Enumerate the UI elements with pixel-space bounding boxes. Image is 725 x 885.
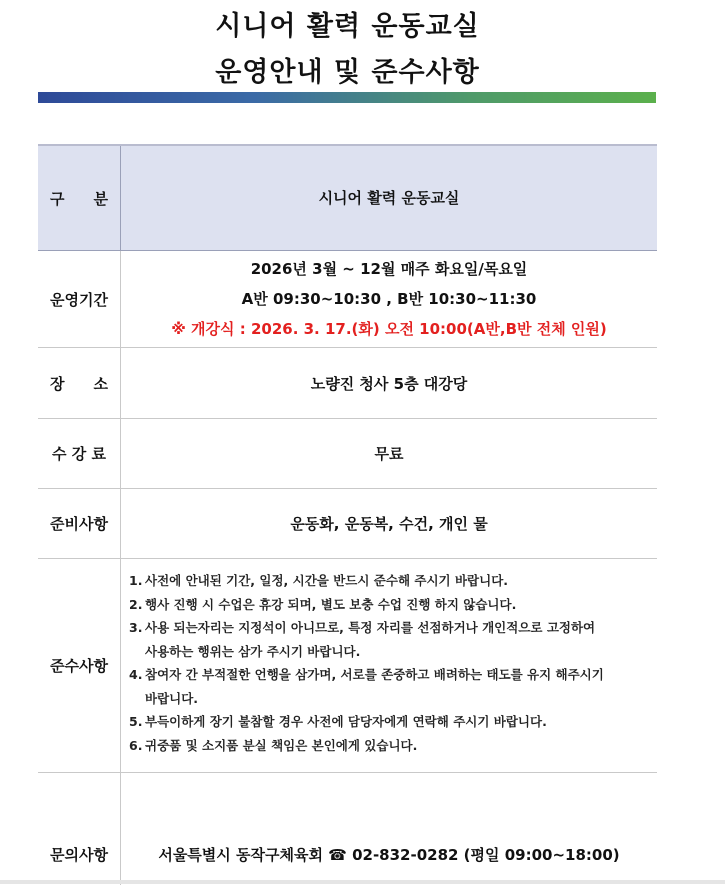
rule-number: 5.	[129, 714, 143, 729]
table-header-row	[38, 146, 657, 251]
rule-text: 참여자 간 부적절한 언행을 삼가며, 서로를 존중하고 배려하는 태도를 유지 해주시기	[145, 667, 604, 682]
contact-row	[38, 773, 657, 885]
header-label-char-1: 구	[50, 189, 65, 208]
rule-text: 사용 되는자리는 지정석이 아니므로, 특정 자리를 선점하거나 개인적으로 고정하여	[145, 620, 596, 635]
rule-number	[129, 687, 145, 711]
page-title: 시니어 활력 운동교실	[215, 11, 480, 42]
program-name: 시니어 활력 운동교실	[318, 189, 460, 207]
contact-value: 서울특별시 동작구체육회 ☎ 02-832-0282 (평일 09:00~18:00)	[158, 846, 620, 864]
period-label: 운영기간	[38, 251, 121, 347]
rule-text: 바랍니다.	[145, 690, 199, 706]
rule-number: 1.	[129, 573, 143, 588]
rule-item	[129, 640, 657, 664]
prep-value: 운동화, 운동복, 수건, 개인 물	[290, 515, 488, 533]
rule-number	[129, 640, 145, 664]
rule-item	[129, 734, 657, 758]
rule-text: 사전에 안내된 기간, 일정, 시간을 반드시 준수해 주시기 바랍니다.	[145, 573, 509, 588]
fee-row	[38, 419, 657, 489]
page-bottom-edge	[0, 880, 725, 884]
rule-text: 행사 진행 시 수업은 휴강 되며, 별도 보충 수업 진행 하지 않습니다.	[145, 596, 517, 612]
rule-item	[129, 663, 657, 687]
rule-item	[129, 616, 657, 640]
place-label-char-1: 장	[50, 374, 65, 393]
rule-text: 사용하는 행위는 삼가 주시기 바랍니다.	[145, 643, 361, 659]
rule-item	[129, 593, 657, 617]
contact-label: 문의사항	[38, 773, 121, 885]
rules-label: 준수사항	[38, 559, 121, 772]
rule-number: 2.	[129, 596, 143, 612]
rule-text: 귀중품 및 소지품 분실 책임은 본인에게 있습니다.	[145, 737, 418, 753]
prep-row	[38, 489, 657, 559]
gradient-divider	[38, 92, 656, 103]
fee-value: 무료	[374, 445, 404, 463]
header-label	[38, 146, 121, 250]
rule-number: 3.	[129, 620, 143, 635]
rule-text: 부득이하게 장기 불참할 경우 사전에 담당자에게 연락해 주시기 바랍니다.	[145, 714, 547, 729]
rule-item	[129, 687, 657, 711]
rules-row	[38, 559, 657, 773]
place-label	[38, 348, 121, 418]
period-dates: 2026년 3월 ~ 12월 매주 화요일/목요일	[250, 260, 528, 278]
rule-number: 6.	[129, 737, 143, 753]
fee-label: 수 강 료	[38, 419, 121, 488]
rule-item	[129, 569, 657, 593]
place-value: 노량진 청사 5층 대강당	[310, 374, 468, 393]
opening-ceremony-notice: ※ 개강식 : 2026. 3. 17.(화) 오전 10:00(A반,B반 전체 인원)	[171, 320, 607, 338]
header-value	[121, 146, 657, 250]
period-row	[38, 251, 657, 348]
info-table	[38, 144, 657, 885]
prep-label: 준비사항	[38, 489, 121, 558]
place-label-char-2: 소	[93, 374, 108, 393]
rules-list	[121, 559, 657, 772]
place-row	[38, 348, 657, 419]
page-subtitle: 운영안내 및 준수사항	[215, 57, 480, 88]
rule-number: 4.	[129, 667, 143, 682]
rule-item	[129, 710, 657, 734]
header-label-char-2: 분	[93, 189, 108, 208]
period-times: A반 09:30~10:30 , B반 10:30~11:30	[241, 290, 537, 308]
period-value	[121, 251, 657, 347]
